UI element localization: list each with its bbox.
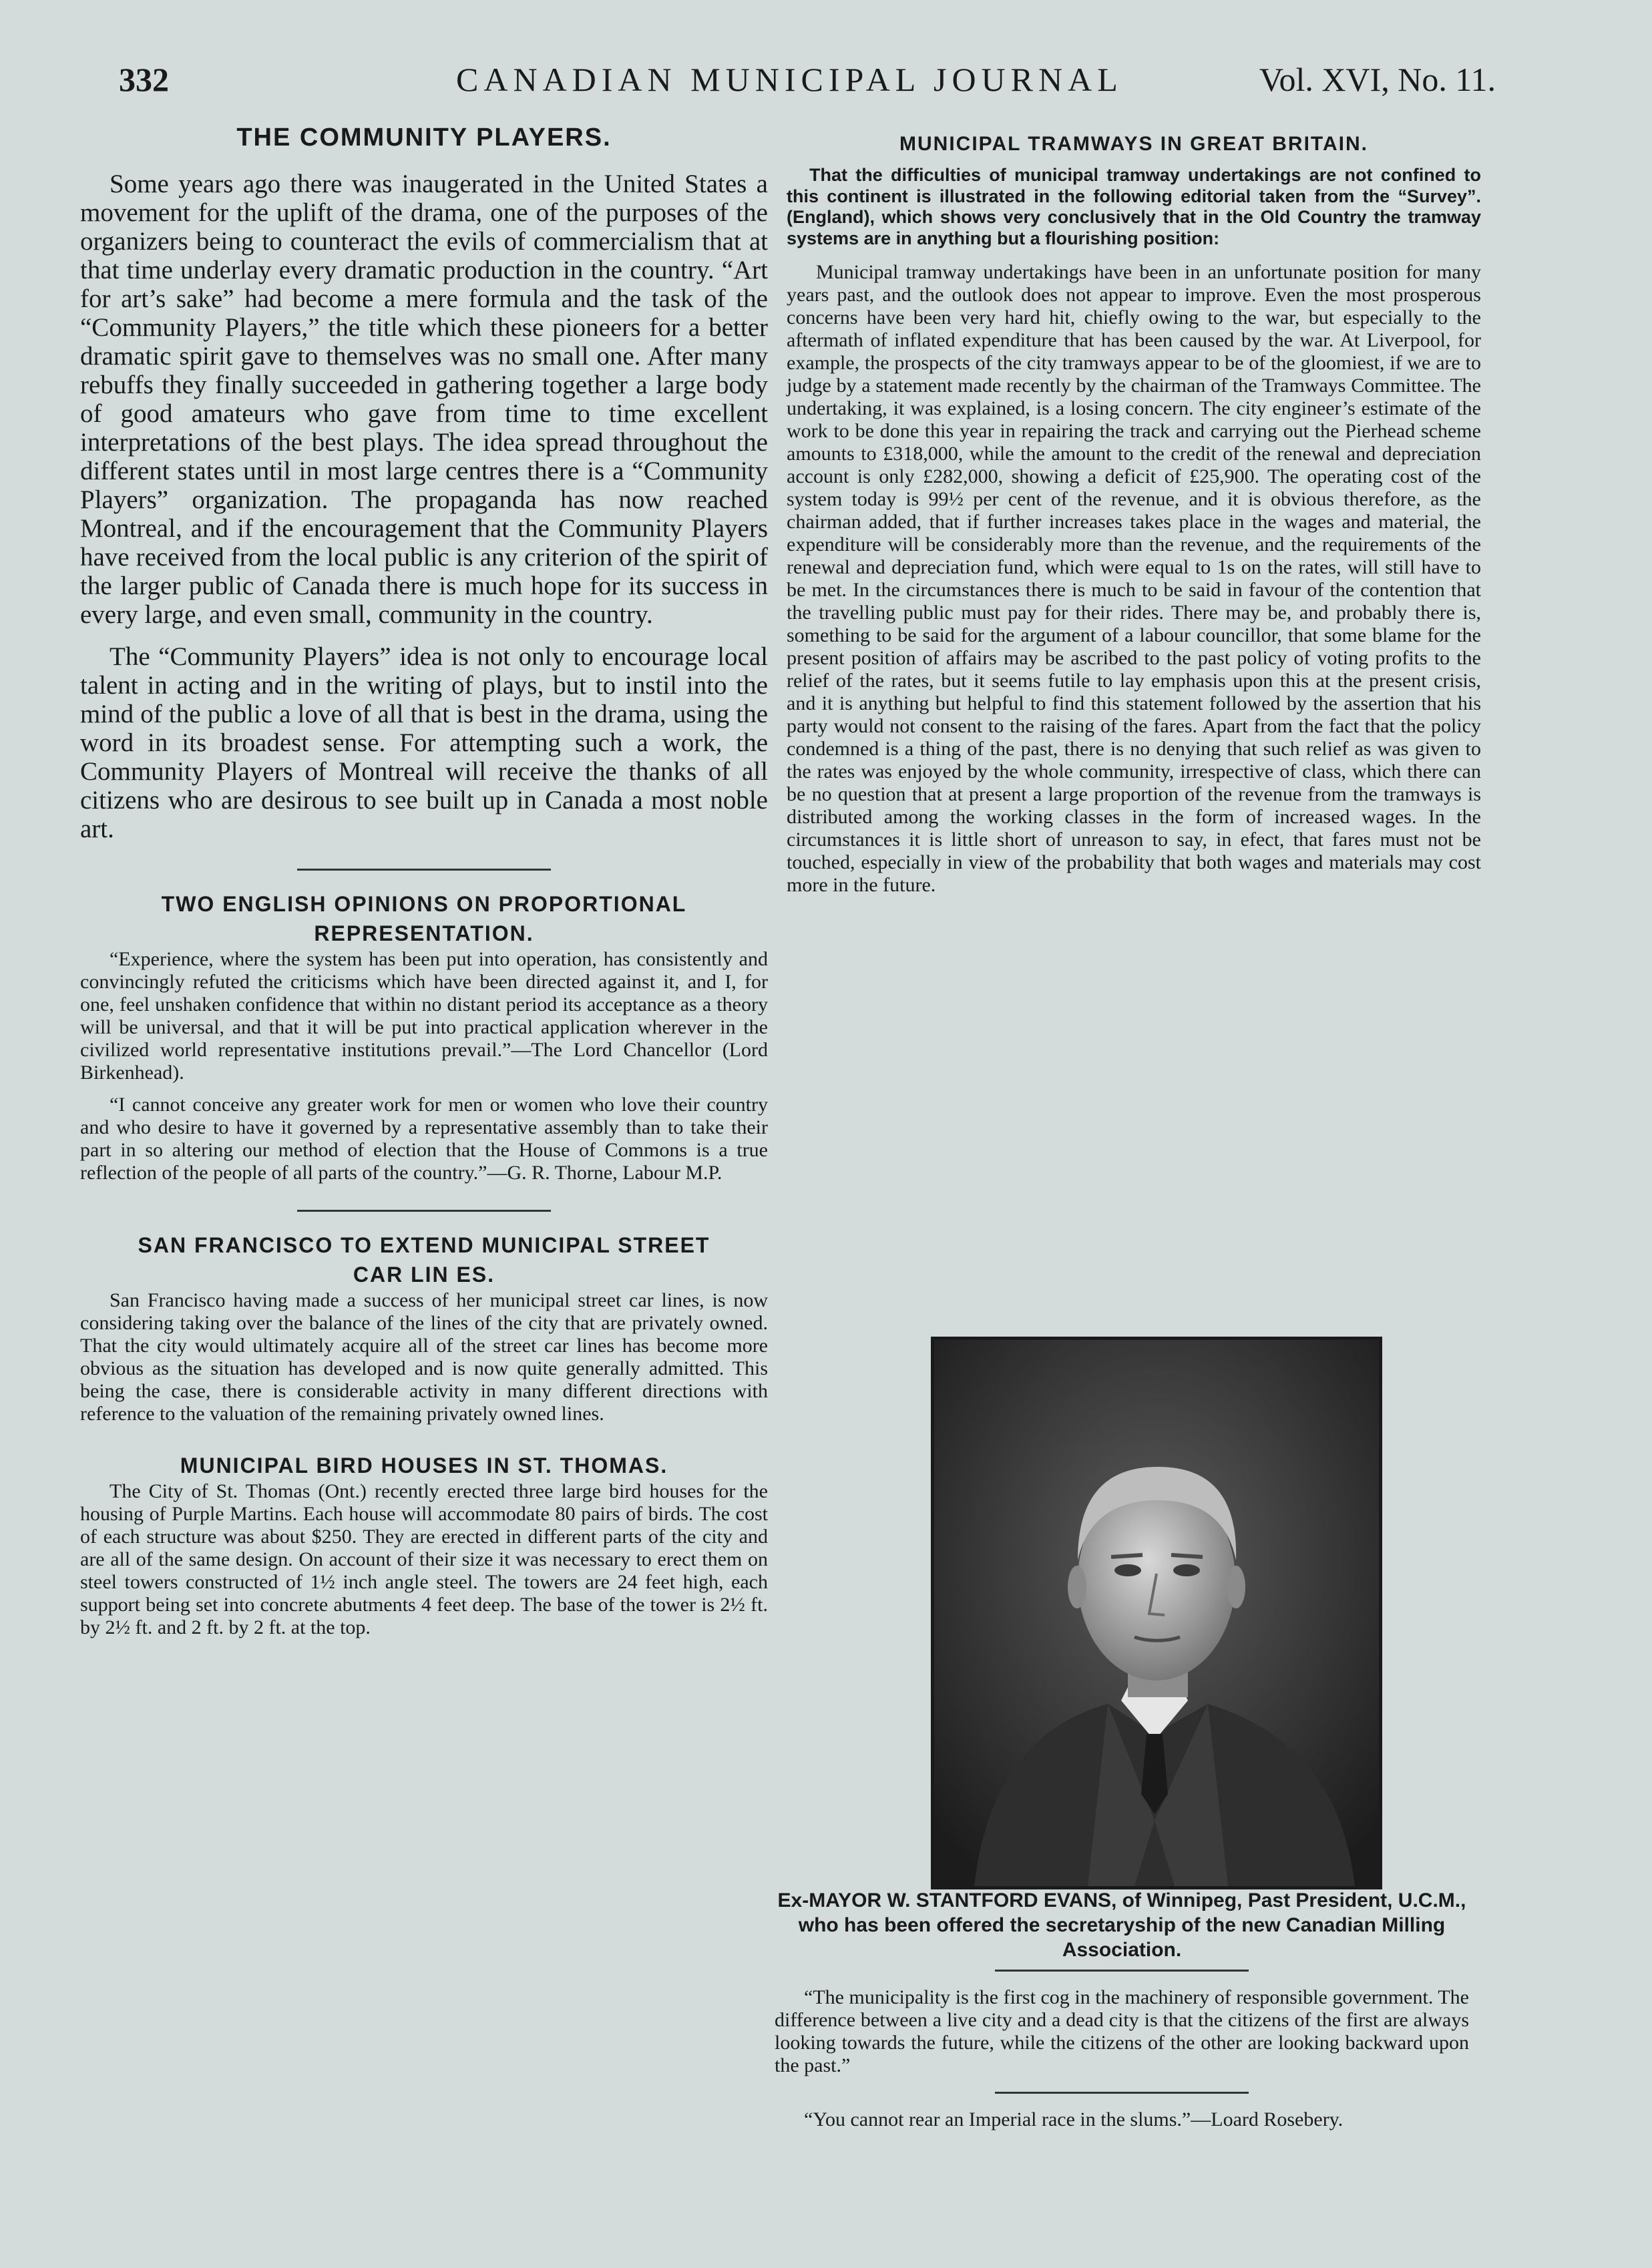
portrait-caption: Ex-MAYOR W. STANTFORD EVANS, of Winnipeg, Past President, U.C.M., who has been offered the secretaryship of the new Canadian Milling Association. xyxy=(777,1889,1466,1961)
article-title-line: TWO ENGLISH OPINIONS ON PROPORTIONAL xyxy=(161,892,687,916)
journal-title: CANADIAN MUNICIPAL JOURNAL xyxy=(456,61,1123,98)
divider xyxy=(995,2092,1249,2094)
article-paragraph: Municipal tramway undertakings have been in an unfortunate position for many years past, and the outlook does not appear to improve. Even the most prosperous concerns have been very hard hit, chiefly owing to the war, but especially to the aftermath of inflated expenditure that has been caused by the war. At Liverpool, for example, the prospects of the city tramways appear to be of the gloomiest, if we are to judge by a statement made recently by the chairman of the Tramways Committee. The undertaking, it was explained, is a losing concern. The city engineer’s estimate of the work to be done this year in repairing the track and carrying out the Pierhead scheme amounts to £318,000, while the amount to the credit of the renewal and depreciation account is only £282,000, showing a deficit of £25,900. The operating cost of the system today is 99½ per cent of the revenue, and it is obvious therefore, as the chairman added, that if further increases takes place in the wages and material, the expenditure will be considerably more than the revenue, and the requirements of the renewal and depreciation fund, which were equal to 1s on the rates, will still have to be met. In the circumstances there is much to be said in favour of the contention that the travelling public must pay for their rides. There may be, and probably there is, something to be said for the argument of a labour councillor, that some blame for the present position of affairs may be ascribed to the past policy of voting profits to the relief of the rates, but it seems futile to lay emphasis upon this at the present crisis, and it is anything but helpful to find this statement followed by the assertion that his party would not consent to the raising of the fares. Apart from the fact that the policy condemned is a thing of the past, there is no denying that such relief as was given to the rates was enjoyed by the whole community, irrespective of class, which there can be no question that at present a large proportion of the revenue from the tramways is distributed among the working classes in the form of increased wages. In the circumstances it is little short of unreason to say, in efect, that fares must not be touched, especially in view of the probability that both wages and materials may cost more in the future. xyxy=(787,261,1481,896)
left-column xyxy=(80,124,768,1648)
article-title: THE COMMUNITY PLAYERS. xyxy=(236,124,612,152)
volume-number: Vol. XVI, No. 11. xyxy=(1259,61,1496,98)
page-header xyxy=(119,60,1496,107)
article-proportional-representation xyxy=(80,889,768,1184)
article-paragraph: The “Community Players” idea is not only to encourage local talent in acting and in the writing of plays, but to instil into the mind of the public a love of all that is best in the drama, using the word in its broadest sense. For attempting such a work, the Community Players of Montreal will receive the thanks of all citizens who are desirous to see built up in Canada a most noble art. xyxy=(80,642,768,843)
article-bird-houses xyxy=(80,1451,768,1639)
article-title-line: CAR LIN ES. xyxy=(353,1263,495,1287)
article-title: MUNICIPAL TRAMWAYS IN GREAT BRITAIN. xyxy=(899,133,1368,155)
right-column xyxy=(787,130,1481,906)
article-paragraph: The City of St. Thomas (Ont.) recently erected three large bird houses for the housing of Purple Martins. Each house will accommodate 80 pairs of birds. The cost of each structure was about $250. They are erected in different parts of the city and are all of the same design. On account of their size it was necessary to erect them on steel towers constructed of 1½ inch angle steel. The towers are 24 feet high, each support being set into concrete abutments 4 feet deep. The base of the tower is 2½ ft. by 2½ ft. and 2 ft. by 2 ft. at the top. xyxy=(80,1480,768,1638)
article-tramways xyxy=(787,130,1481,897)
article-paragraph: “I cannot conceive any greater work for men or women who love their country and who desire to have it governed by a representative assembly than to take their part in so altering our method of election that the House of Commons is a true reflection of the people of all parts of the country.”—G. R. Thorne, Labour M.P. xyxy=(80,1094,768,1184)
article-title xyxy=(80,1230,768,1289)
article-title: MUNICIPAL BIRD HOUSES IN ST. THOMAS. xyxy=(180,1453,668,1478)
quote-paragraph: “You cannot rear an Imperial race in the slums.”—Loard Rosebery. xyxy=(804,2108,1344,2130)
page-number: 332 xyxy=(119,61,169,98)
article-paragraph: “Experience, where the system has been put into operation, has consistently and convincingly refuted the criticisms which have been directed against it, and I, for one, feel unshaken confidence that within no distant period its acceptance as a theory will be universal, and that it will be put into practical application wherever in the civilized world representative institutions prevail.”—The Lord Chancellor (Lord Birkenhead). xyxy=(80,948,768,1084)
quotes-section xyxy=(775,1970,1469,2140)
article-title-line: REPRESENTATION. xyxy=(314,921,534,945)
article-community-players xyxy=(80,124,768,843)
article-title xyxy=(80,889,768,948)
divider xyxy=(995,1970,1249,1972)
article-paragraph: San Francisco having made a success of her municipal street car lines, is now considering taking over the balance of the lines of the city that are privately owned. That the city would ultimately acquire all of the street car lines has become more obvious as the situation has developed and is now quite generally admitted. This being the case, there is considerable activity in many different directions with reference to the valuation of the remaining privately owned lines. xyxy=(80,1289,768,1425)
article-intro: That the difficulties of municipal tramway undertakings are not confined to this continent is illustrated in the following editorial taken from the “Survey”. (England), which shows very conclusively that in the Old Country the tramway systems are in anything but a flourishing position: xyxy=(787,165,1481,248)
article-san-francisco xyxy=(80,1230,768,1425)
divider xyxy=(297,869,551,871)
portrait-image xyxy=(934,1340,1379,1886)
quote-paragraph: “The municipality is the first cog in the machinery of responsible government. The difference between a live city and a dead city is that the citizens of the first are always looking towards the future, while the citizens of the other are looking backward upon the past.” xyxy=(775,1986,1469,2076)
article-title-line: SAN FRANCISCO TO EXTEND MUNICIPAL STREET xyxy=(138,1233,710,1257)
article-paragraph: Some years ago there was inaugerated in the United States a movement for the uplift of the drama, one of the purposes of the organizers being to counteract the evils of commercialism that at that time underlay every dramatic production in the country. “Art for art’s sake” had become a mere formula and the task of the “Community Players,” the title which these pioneers for a better dramatic spirit gave to themselves was no small one. After many rebuffs they finally succeeded in gathering together a large body of good amateurs who gave from time to time excellent interpretations of the best plays. The idea spread throughout the different states until in most large centres there is a “Community Players” organization. The propaganda has now reached Montreal, and if the encouragement that the Community Players have received from the local public is any criterion of the spirit of the larger public of Canada there is much hope for its success in every large, and even small, community in the country. xyxy=(80,170,768,629)
divider xyxy=(297,1210,551,1212)
portrait-photo xyxy=(931,1337,1382,1889)
